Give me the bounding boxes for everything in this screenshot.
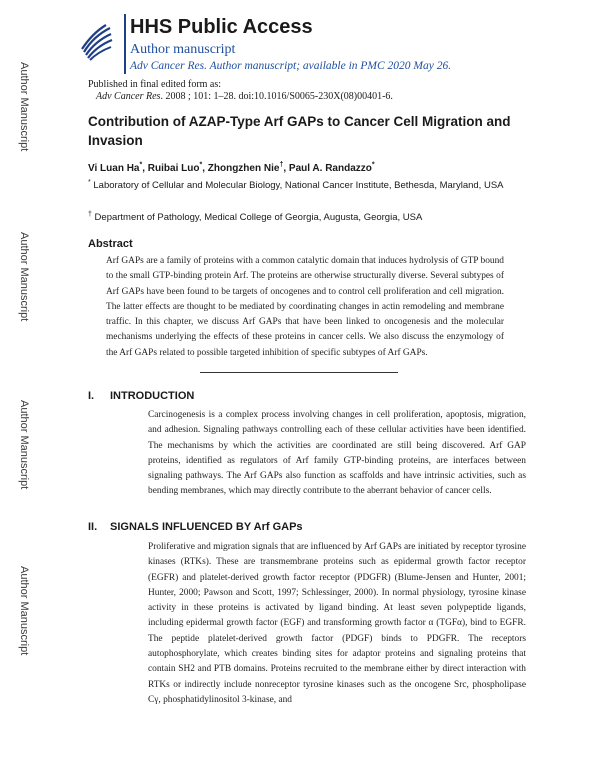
author-list: Vi Luan Ha*, Ruibai Luo*, Zhongzhen Nie†, Paul A. Randazzo* bbox=[88, 161, 375, 174]
affiliation: † Department of Pathology, Medical College of Georgia, Augusta, Georgia, USA bbox=[88, 210, 423, 223]
author-name: Paul A. Randazzo bbox=[288, 163, 372, 174]
abstract-divider bbox=[200, 372, 398, 373]
abstract-body: Arf GAPs are a family of proteins with a common catalytic domain that induces hydrolysis of GTP bound to the small GTP-binding protein Arf. The proteins are otherwise structurally diverse. Several subtypes of Arf GAPs have been found to be targets of oncogenes and to control cell proliferation and cell migration. The latter effects are thought to be mediated by coordinating changes in actin remodeling and membrane traffic. In this chapter, we discuss Arf GAPs that have been linked to oncogenesis and the molecular mechanisms underlying the effects of these proteins in cancer cells. We also discuss the enzymology of the Arf GAPs related to possible targeted inhibition of specific subtypes of Arf GAPs. bbox=[106, 256, 504, 358]
hhs-title: HHS Public Access bbox=[130, 16, 313, 38]
section-body: Carcinogenesis is a complex process involving changes in cell proliferation, apoptosis, migration, and adhesion. Signaling pathways controlling each of these cellular activities have been identified. The mechanisms by which the activities are coordinated are still being discovered. Arf GAP proteins, identified as regulators of Arf family GTP-binding proteins, are interfaces between signaling pathways. The Arf GAPs also function as scaffolds and have intrinsic activities, such as bending membranes, which may directly contribute to the aberrant behavior of cancer cells. bbox=[148, 410, 526, 497]
author-name: Vi Luan Ha bbox=[88, 163, 140, 174]
citation: Adv Cancer Res. 2008 ; 101: 1–28. doi:10.1016/S0065-230X(08)00401-6. bbox=[96, 91, 393, 102]
header-divider bbox=[124, 14, 126, 74]
abstract-heading: Abstract bbox=[88, 238, 133, 250]
author-manuscript-side-label: Author Manuscript bbox=[18, 232, 30, 322]
author-manuscript-side-label: Author Manuscript bbox=[18, 400, 30, 490]
author-manuscript-label: Author manuscript bbox=[130, 42, 236, 57]
author-name: Zhongzhen Nie bbox=[207, 163, 280, 174]
hhs-eagle-logo-icon bbox=[78, 22, 114, 62]
section-body: Proliferative and migration signals that are influenced by Arf GAPs are initiated by receptor tyrosine kinases (RTKs). These are transmembrane proteins such as epidermal growth factor receptor (EGFR) and platelet-derived growth factor receptor (PDGFR) (Blume-Jensen and Hunter, 2001; Hunter, 2000; Pawson and Scott, 1997; Schlessinger, 2000). In normal physiology, tyrosine kinase activity in these proteins is activated by ligand binding. At least seven polypeptide ligands, including epidermal growth factor (EGF) and transforming growth factor α (TGFα), bind to EGFR. The peptide platelet-derived growth factor (PDGF) binds to PDGFR. The receptors autophosphorylate, which creates binding sites for adaptor proteins and signaling proteins that contain SH2 and PTB domains. Proteins recruited to the membrane either by direct interaction with RTKs or indirectly include nonreceptor tyrosine kinases such as the oncogene Src, phospholipase Cγ, phosphatidylinositol 3-kinase, and bbox=[148, 542, 526, 705]
author-manuscript-side-label: Author Manuscript bbox=[18, 62, 30, 152]
published-line: Published in final edited form as: bbox=[88, 79, 222, 90]
affiliation: * Laboratory of Cellular and Molecular Biology, National Cancer Institute, Bethesda, Maryland, USA bbox=[88, 178, 504, 191]
journal-availability: Adv Cancer Res. Author manuscript; available in PMC 2020 May 26. bbox=[130, 60, 452, 72]
section-heading: I. INTRODUCTION bbox=[88, 390, 195, 402]
section-heading: II. SIGNALS INFLUENCED BY Arf GAPs bbox=[88, 521, 303, 533]
author-name: Ruibai Luo bbox=[147, 163, 200, 174]
author-manuscript-side-label: Author Manuscript bbox=[18, 566, 30, 656]
paper-title: Contribution of AZAP-Type Arf GAPs to Cancer Cell Migration and Invasion bbox=[88, 114, 511, 148]
hhs-header bbox=[70, 10, 550, 72]
